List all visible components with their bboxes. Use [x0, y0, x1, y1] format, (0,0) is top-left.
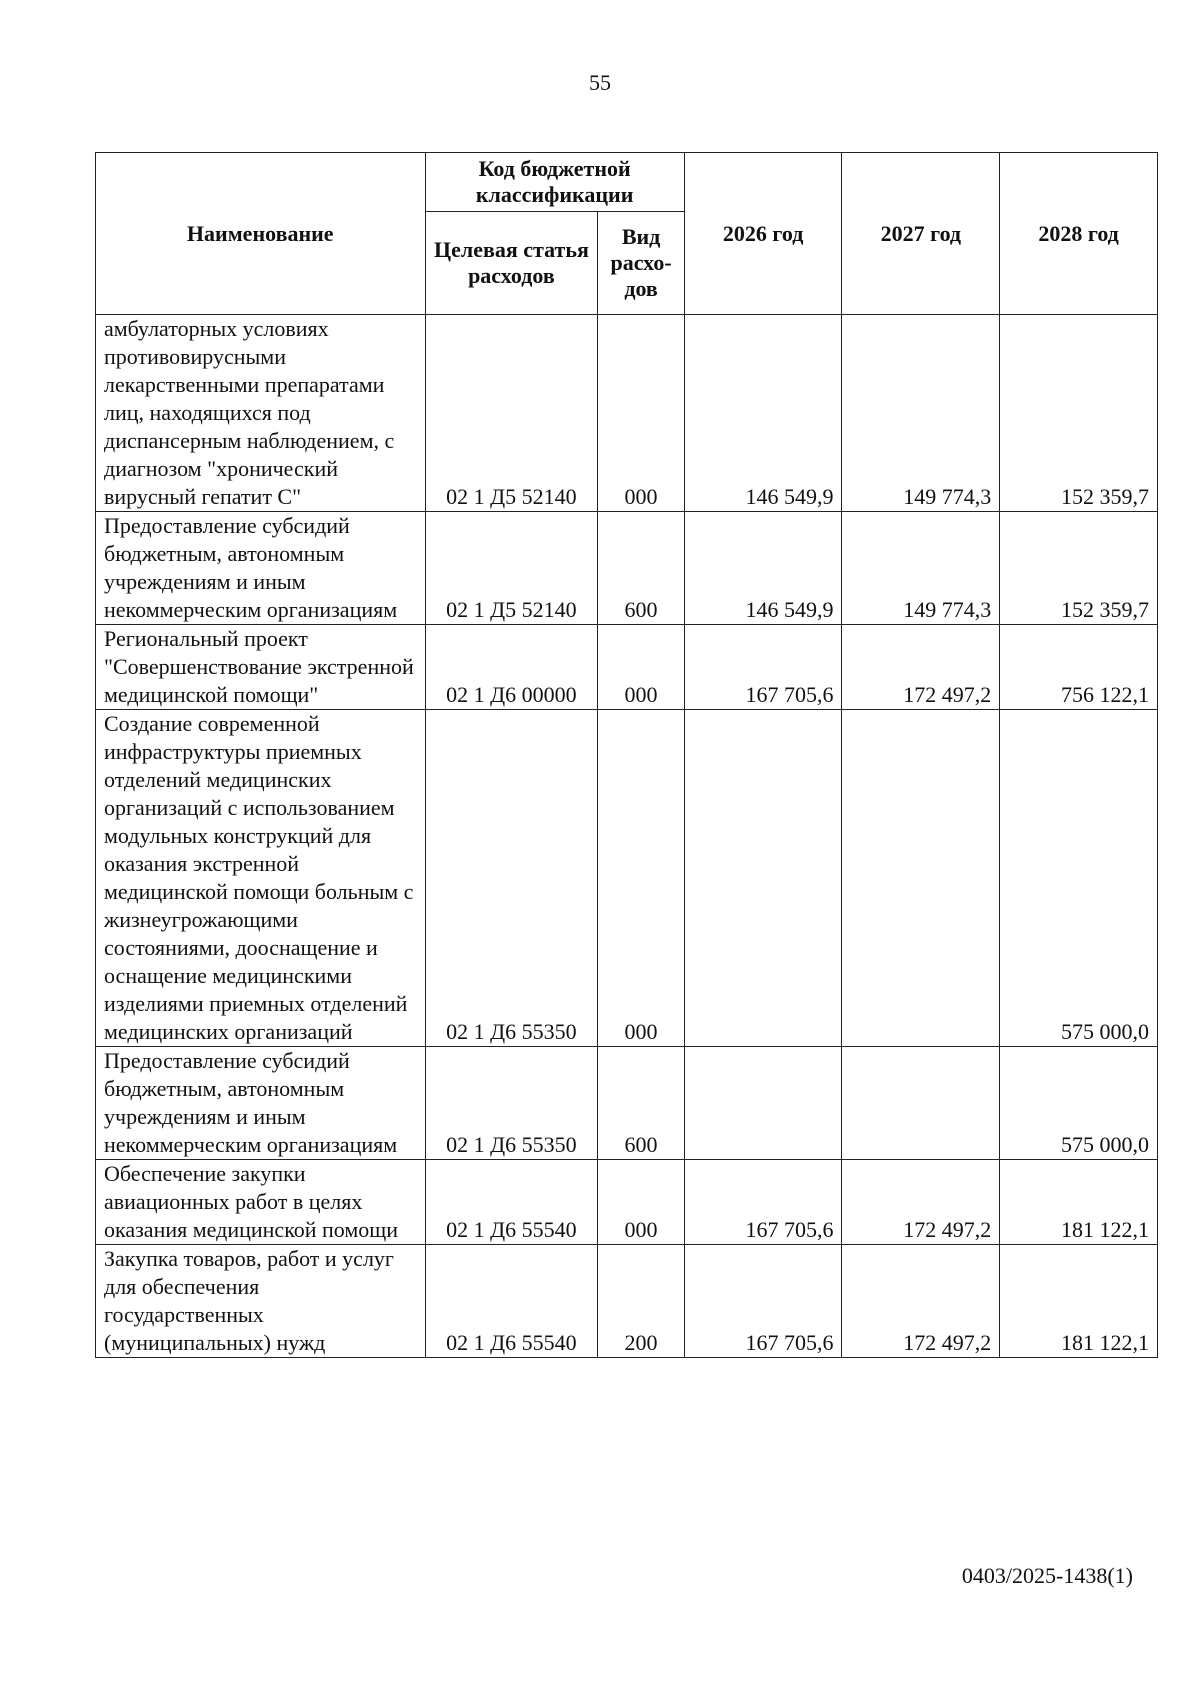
- row-target-article: 02 1 Д6 55540: [425, 1160, 598, 1245]
- row-value-2027: 149 774,3: [842, 315, 1000, 512]
- row-value-2026: [684, 1047, 842, 1160]
- row-value-2028: 756 122,1: [1000, 625, 1158, 710]
- row-value-2027: 149 774,3: [842, 512, 1000, 625]
- row-value-2026: [684, 710, 842, 1047]
- document-code: 0403/2025-1438(1): [961, 1563, 1133, 1588]
- row-target-article: 02 1 Д5 52140: [425, 315, 598, 512]
- row-value-2028: 575 000,0: [1000, 710, 1158, 1047]
- row-value-2026: 167 705,6: [684, 1160, 842, 1245]
- row-name: Предоставление субсидий бюджетным, автономным учреждениям и иным некоммерческим организациям: [96, 1047, 426, 1160]
- row-expense-type: 000: [598, 625, 684, 710]
- row-value-2027: 172 497,2: [842, 1245, 1000, 1358]
- row-value-2028: 181 122,1: [1000, 1245, 1158, 1358]
- row-value-2027: 172 497,2: [842, 1160, 1000, 1245]
- table-row: [96, 625, 1158, 710]
- table-row: [96, 512, 1158, 625]
- row-value-2026: 146 549,9: [684, 315, 842, 512]
- header-target-article: Целевая статья расходов: [425, 212, 598, 315]
- row-expense-type: 200: [598, 1245, 684, 1358]
- row-name: амбулаторных условиях противовирусными лекарственными препаратами лиц, находящихся под диспансерным наблюдением, с диагнозом "хронический вирусный гепатит С": [96, 315, 426, 512]
- row-value-2026: 167 705,6: [684, 1245, 842, 1358]
- row-target-article: 02 1 Д5 52140: [425, 512, 598, 625]
- header-expense-type: Вид расхо-дов: [598, 212, 684, 315]
- row-target-article: 02 1 Д6 00000: [425, 625, 598, 710]
- row-value-2026: 146 549,9: [684, 512, 842, 625]
- page-number: 55: [589, 70, 611, 95]
- row-value-2028: 181 122,1: [1000, 1160, 1158, 1245]
- row-value-2027: [842, 710, 1000, 1047]
- table-row: [96, 710, 1158, 1047]
- table-row: [96, 1160, 1158, 1245]
- row-expense-type: 600: [598, 1047, 684, 1160]
- header-2027: 2027 год: [842, 153, 1000, 315]
- row-target-article: 02 1 Д6 55350: [425, 1047, 598, 1160]
- table-row: [96, 1047, 1158, 1160]
- row-expense-type: 000: [598, 710, 684, 1047]
- row-name: Создание современной инфраструктуры приемных отделений медицинских организаций с использованием модульных конструкций для оказания экстренной медицинской помощи больным с жизнеугрожающими состояниями, дооснащение и оснащение медицинскими изделиями приемных отделений медицинских организаций: [96, 710, 426, 1047]
- table-row: [96, 1245, 1158, 1358]
- row-target-article: 02 1 Д6 55540: [425, 1245, 598, 1358]
- row-name: Закупка товаров, работ и услуг для обеспечения государственных (муниципальных) нужд: [96, 1245, 426, 1358]
- header-name: Наименование: [96, 153, 426, 315]
- header-code-group: Код бюджетной классификации: [425, 153, 684, 212]
- row-value-2028: 575 000,0: [1000, 1047, 1158, 1160]
- row-value-2026: 167 705,6: [684, 625, 842, 710]
- row-value-2028: 152 359,7: [1000, 315, 1158, 512]
- header-2026: 2026 год: [684, 153, 842, 315]
- row-name: Обеспечение закупки авиационных работ в целях оказания медицинской помощи: [96, 1160, 426, 1245]
- row-name: Региональный проект "Совершенствование экстренной медицинской помощи": [96, 625, 426, 710]
- row-value-2027: [842, 1047, 1000, 1160]
- header-2028: 2028 год: [1000, 153, 1158, 315]
- table-row: [96, 315, 1158, 512]
- row-name: Предоставление субсидий бюджетным, автономным учреждениям и иным некоммерческим организациям: [96, 512, 426, 625]
- row-expense-type: 600: [598, 512, 684, 625]
- row-value-2028: 152 359,7: [1000, 512, 1158, 625]
- row-expense-type: 000: [598, 1160, 684, 1245]
- budget-table: [95, 152, 1158, 1358]
- row-target-article: 02 1 Д6 55350: [425, 710, 598, 1047]
- row-expense-type: 000: [598, 315, 684, 512]
- row-value-2027: 172 497,2: [842, 625, 1000, 710]
